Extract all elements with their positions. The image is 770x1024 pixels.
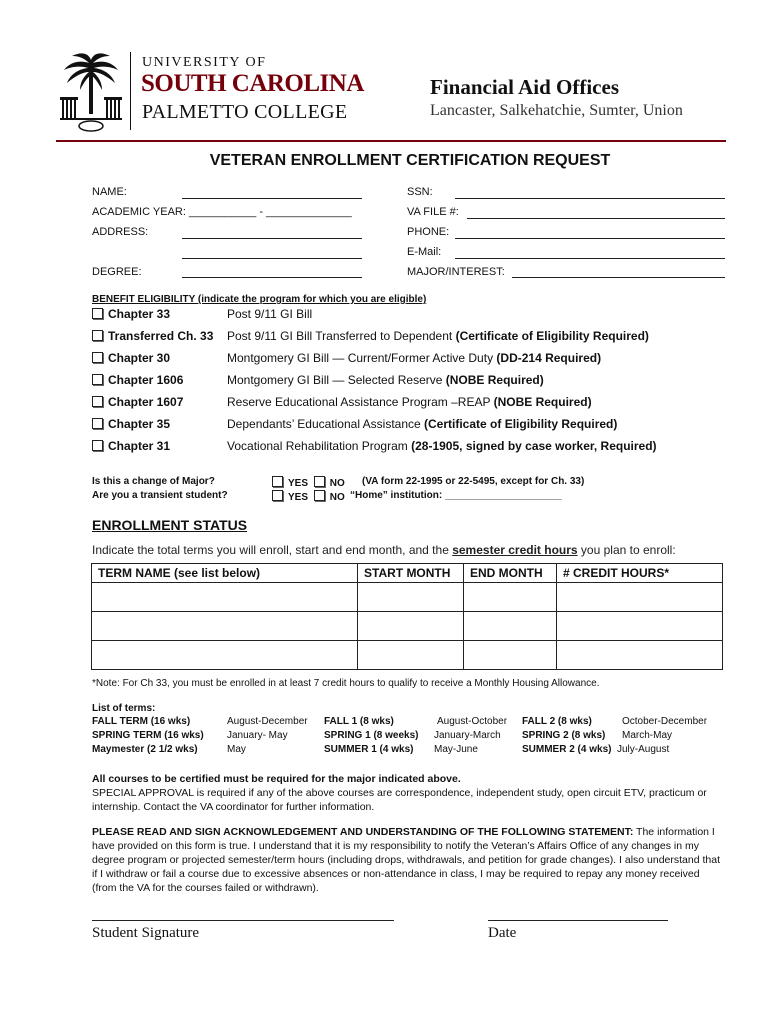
- credit-hours-cell[interactable]: [557, 641, 723, 670]
- checkbox-icon[interactable]: [92, 374, 103, 385]
- degree-label: DEGREE:: [92, 266, 142, 278]
- benefit-chapter: Chapter 1606: [108, 373, 184, 387]
- address-label: ADDRESS:: [92, 226, 149, 238]
- benefit-chapter: Chapter 30: [108, 351, 171, 365]
- student-signature-label: Student Signature: [92, 925, 200, 941]
- email-label: E-Mail:: [407, 246, 442, 258]
- benefit-row[interactable]: [92, 439, 742, 459]
- table-header-row: [92, 564, 723, 583]
- benefit-chapter: Chapter 31: [108, 439, 171, 453]
- checkbox-icon[interactable]: [92, 352, 103, 363]
- logo-palmetto-college: PALMETTO COLLEGE: [142, 101, 348, 123]
- column-header-term: TERM NAME (see list below): [92, 564, 358, 583]
- benefit-requirement: (Certificate of Eligibility Required): [424, 417, 618, 431]
- office-title: Financial Aid Offices: [430, 75, 619, 99]
- no-label: NO: [329, 478, 345, 489]
- term-months: August-December: [227, 716, 308, 727]
- acknowledgement-heading: PLEASE READ AND SIGN ACKNOWLEDGEMENT AND UNDERSTANDING OF THE FOLLOWING STATEMENT:: [92, 826, 634, 838]
- benefit-chapter: Transferred Ch. 33: [108, 329, 214, 343]
- term-name: SPRING 2 (8 wks): [522, 730, 606, 741]
- term-name-cell[interactable]: [92, 641, 358, 670]
- ssn-label: SSN:: [407, 186, 433, 198]
- term-name: SUMMER 1 (4 wks): [324, 744, 414, 755]
- enrollment-heading: ENROLLMENT STATUS: [92, 517, 248, 533]
- table-row: [92, 612, 723, 641]
- yes-checkbox-icon[interactable]: [272, 476, 283, 487]
- palmetto-tree-logo-icon: [58, 50, 124, 134]
- term-months: January-March: [434, 730, 501, 741]
- benefit-description: Reserve Educational Assistance Program –REAP: [227, 395, 494, 409]
- address-field-line-1[interactable]: [182, 238, 362, 239]
- start-month-cell[interactable]: [358, 641, 464, 670]
- term-name: FALL 1 (8 wks): [324, 716, 394, 727]
- no-checkbox-icon[interactable]: [314, 476, 325, 487]
- checkbox-icon[interactable]: [92, 418, 103, 429]
- benefit-chapter: Chapter 33: [108, 307, 171, 321]
- term-name: FALL 2 (8 wks): [522, 716, 592, 727]
- end-month-cell[interactable]: [464, 641, 557, 670]
- degree-field[interactable]: [182, 277, 362, 278]
- office-campuses: Lancaster, Salkehatchie, Sumter, Union: [430, 102, 683, 119]
- benefit-chapter: Chapter 1607: [108, 395, 184, 409]
- enrollment-intro-emphasis: semester credit hours: [452, 543, 578, 557]
- special-approval-text: SPECIAL APPROVAL is required if any of the above courses are correspondence, independent study, open circuit ETV, practicum or internship. Contact the VA coordinator for further information.: [92, 787, 707, 813]
- yes-label: YES: [288, 492, 309, 503]
- benefit-description: Dependants’ Educational Assistance: [227, 417, 425, 431]
- benefit-description: Montgomery GI Bill — Current/Former Active Duty: [227, 351, 497, 365]
- benefit-requirement: (NOBE Required): [445, 373, 544, 387]
- benefit-row[interactable]: [92, 307, 742, 327]
- form-title: VETERAN ENROLLMENT CERTIFICATION REQUEST: [209, 152, 611, 169]
- acknowledgement-text: The information I have provided on this form is true. I understand that it is my responsibility to notify the Veteran’s Affairs Office of any changes in my degree program or projected semester/term hours (including drops, withdrawals, and petition for grade changes). I also understand that if I withdraw or fail a course due to excessive absences or non-attendance in class, I may be required to repay any money received (from the VA for the courses failed or withdrawn).: [92, 826, 721, 894]
- logo-university-of: UNIVERSITY OF: [142, 55, 267, 70]
- benefit-row[interactable]: [92, 329, 742, 349]
- name-field[interactable]: [182, 198, 362, 199]
- term-months: March-May: [622, 730, 673, 741]
- benefits-heading: BENEFIT ELIGIBILITY (indicate the program for which you are eligible): [92, 294, 427, 305]
- column-header-credit-hours: # CREDIT HOURS*: [557, 564, 723, 583]
- term-name: SPRING TERM (16 wks): [92, 730, 204, 741]
- ssn-field[interactable]: [455, 198, 725, 199]
- va-file-field[interactable]: [467, 218, 725, 219]
- benefit-description: Post 9/11 GI Bill Transferred to Dependent: [227, 329, 456, 343]
- term-name: SUMMER 2 (4 wks): [522, 744, 612, 755]
- yes-label: YES: [288, 478, 309, 489]
- transient-student-question: Are you a transient student?: [92, 490, 228, 501]
- address-field-line-2[interactable]: [182, 258, 362, 259]
- change-of-major-options: [272, 476, 345, 489]
- enrollment-table: [91, 563, 723, 670]
- benefit-requirement: (NOBE Required): [493, 395, 592, 409]
- benefit-description: Vocational Rehabilitation Program: [227, 439, 412, 453]
- email-field[interactable]: [455, 258, 725, 259]
- phone-field[interactable]: [455, 238, 725, 239]
- benefit-row[interactable]: [92, 395, 742, 415]
- logo-divider: [130, 52, 131, 130]
- end-month-cell[interactable]: [464, 612, 557, 641]
- enrollment-intro-text: Indicate the total terms you will enroll, start and end month, and the: [92, 543, 453, 557]
- term-months: July-August: [617, 744, 670, 755]
- no-label: NO: [329, 492, 345, 503]
- home-institution-field[interactable]: “Home” institution: _____________________: [350, 490, 562, 501]
- yes-checkbox-icon[interactable]: [272, 490, 283, 501]
- checkbox-icon[interactable]: [92, 330, 103, 341]
- term-name-cell[interactable]: [92, 583, 358, 612]
- checkbox-icon[interactable]: [92, 440, 103, 451]
- logo-south-carolina: SOUTH CAROLINA: [141, 70, 364, 97]
- term-months: May-June: [434, 744, 478, 755]
- benefit-row[interactable]: [92, 417, 742, 437]
- start-month-cell[interactable]: [358, 583, 464, 612]
- change-of-major-question: Is this a change of Major?: [92, 476, 215, 487]
- term-months: January- May: [227, 730, 288, 741]
- benefit-chapter: Chapter 35: [108, 417, 171, 431]
- change-of-major-note: (VA form 22-1995 or 22-5495, except for Ch. 33): [362, 476, 585, 487]
- end-month-cell[interactable]: [464, 583, 557, 612]
- academic-year-label[interactable]: ACADEMIC YEAR: ___________ - ______________: [92, 206, 352, 218]
- column-header-end-month: END MONTH: [464, 564, 557, 583]
- benefit-row[interactable]: [92, 351, 742, 371]
- date-field[interactable]: [488, 920, 668, 921]
- benefit-description: Montgomery GI Bill — Selected Reserve: [227, 373, 446, 387]
- student-signature-field[interactable]: [92, 920, 394, 921]
- term-name: Maymester (2 1/2 wks): [92, 744, 198, 755]
- credit-hours-note: *Note: For Ch 33, you must be enrolled in at least 7 credit hours to qualify to receive a Monthly Housing Allowance.: [92, 678, 600, 689]
- courses-requirement: [92, 772, 724, 814]
- major-field[interactable]: [512, 277, 725, 278]
- date-label: Date: [488, 925, 517, 941]
- terms-row: [92, 730, 732, 744]
- benefit-requirement: (28-1905, signed by case worker, Required): [411, 439, 657, 453]
- term-name-cell[interactable]: [92, 612, 358, 641]
- name-label: NAME:: [92, 186, 127, 198]
- checkbox-icon[interactable]: [92, 308, 103, 319]
- terms-heading: List of terms:: [92, 703, 156, 714]
- checkbox-icon[interactable]: [92, 396, 103, 407]
- column-header-start-month: START MONTH: [358, 564, 464, 583]
- major-label: MAJOR/INTEREST:: [407, 266, 505, 278]
- terms-row: [92, 716, 732, 730]
- enrollment-intro-end: you plan to enroll:: [577, 543, 676, 557]
- table-row: [92, 641, 723, 670]
- benefit-requirement: (DD-214 Required): [496, 351, 602, 365]
- start-month-cell[interactable]: [358, 612, 464, 641]
- phone-label: PHONE:: [407, 226, 450, 238]
- credit-hours-cell[interactable]: [557, 583, 723, 612]
- term-name: SPRING 1 (8 weeks): [324, 730, 419, 741]
- benefit-row[interactable]: [92, 373, 742, 393]
- benefit-description: Post 9/11 GI Bill: [227, 307, 313, 321]
- acknowledgement-statement: [92, 825, 724, 895]
- enrollment-intro: [92, 543, 676, 557]
- table-row: [92, 583, 723, 612]
- term-months: October-December: [622, 716, 708, 727]
- term-months: May: [227, 744, 246, 755]
- benefit-requirement: (Certificate of Eligibility Required): [455, 329, 649, 343]
- va-file-label: VA FILE #:: [407, 206, 459, 218]
- courses-requirement-bold: All courses to be certified must be required for the major indicated above.: [92, 773, 461, 785]
- header-rule: [56, 140, 726, 142]
- terms-row: [92, 744, 732, 758]
- no-checkbox-icon[interactable]: [314, 490, 325, 501]
- transient-student-options: [272, 490, 345, 503]
- credit-hours-cell[interactable]: [557, 612, 723, 641]
- term-months: August-October: [437, 716, 508, 727]
- term-name: FALL TERM (16 wks): [92, 716, 191, 727]
